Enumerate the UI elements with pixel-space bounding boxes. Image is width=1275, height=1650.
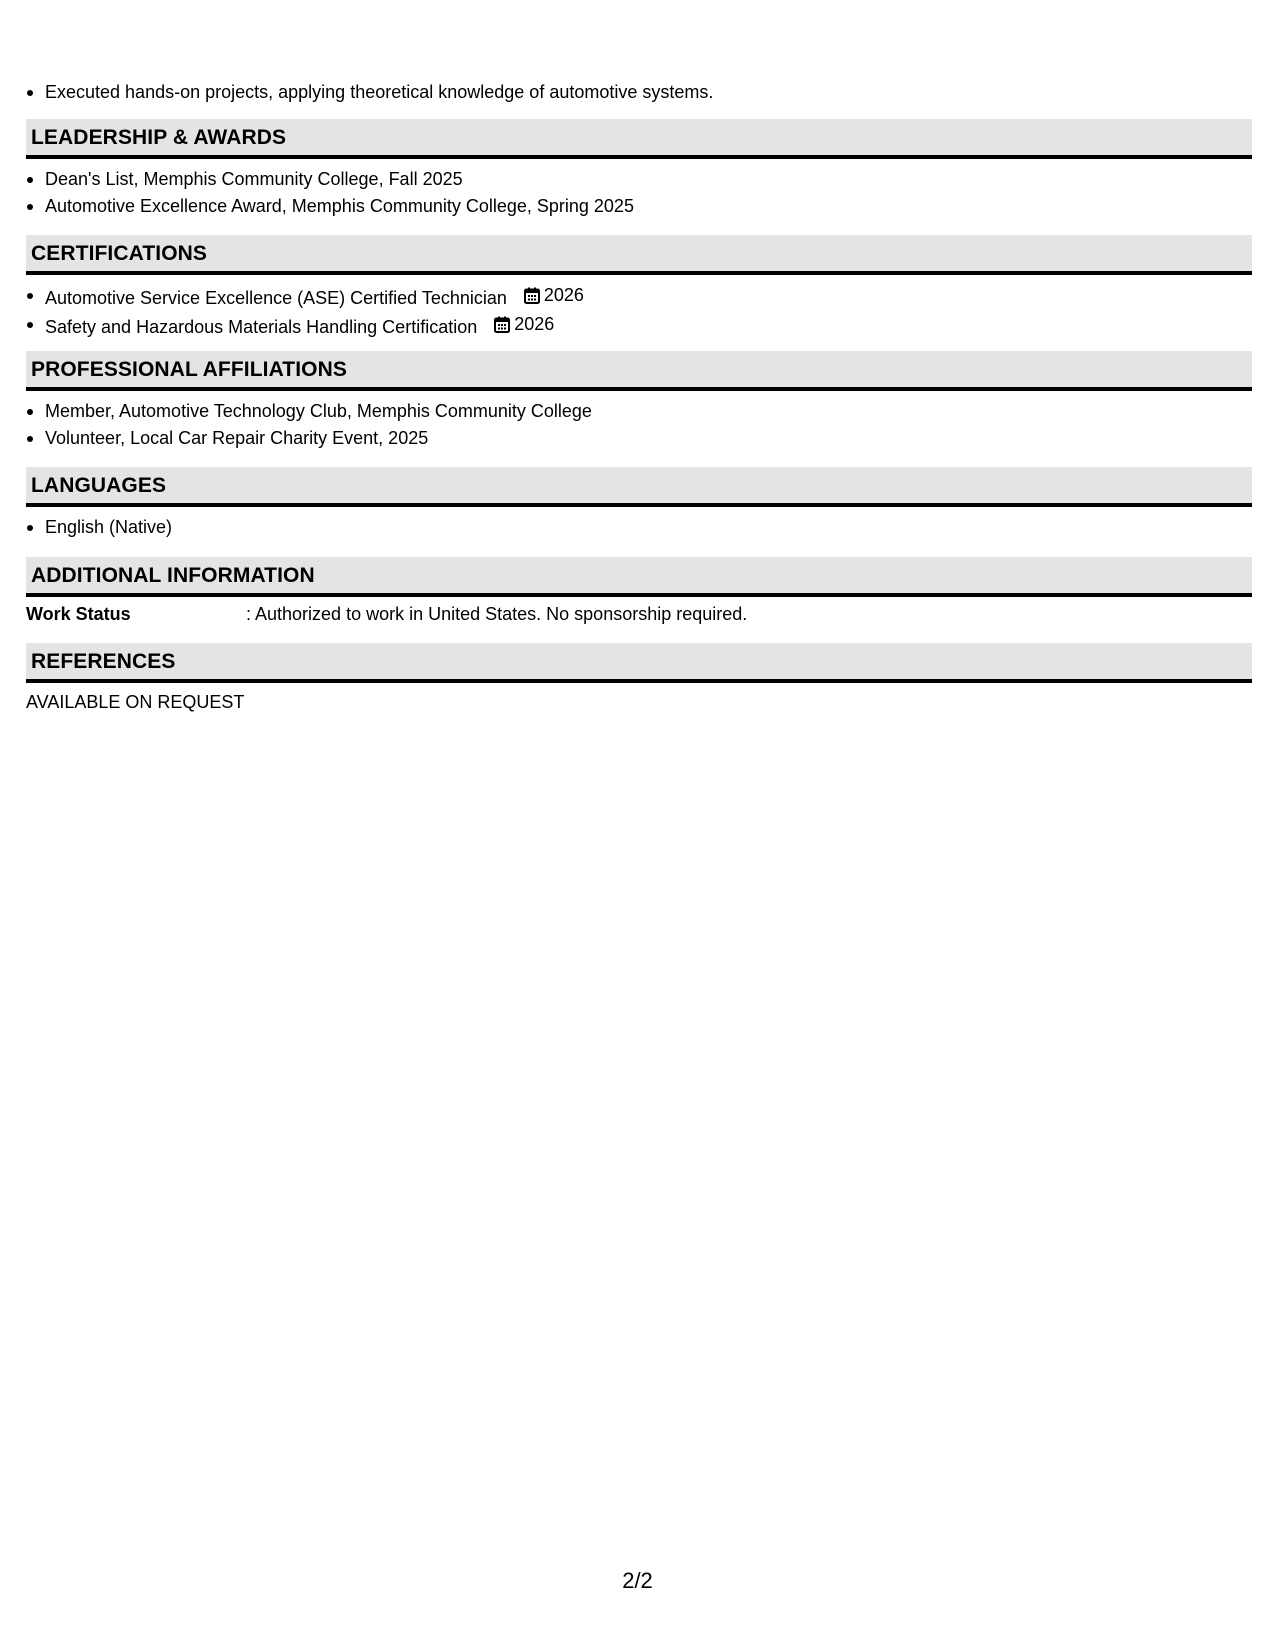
section-header [26,119,1252,159]
section-title: REFERENCES [31,650,176,673]
certifications-list [26,282,1252,341]
list-item: Automotive Excellence Award, Memphis Community College, Spring 2025 [26,193,1252,220]
calendar-icon [524,287,540,304]
languages-section [26,467,1252,541]
leadership-awards-section [26,119,1252,219]
work-status-label: Work Status [26,604,131,624]
additional-information-section [26,557,1252,627]
section-title: PROFESSIONAL AFFILIATIONS [31,358,347,381]
page-number: 2/2 [622,1568,653,1593]
section-title: CERTIFICATIONS [31,242,208,265]
section-title: ADDITIONAL INFORMATION [31,564,315,587]
list-item: Volunteer, Local Car Repair Charity Event, 2025 [26,425,1252,452]
references-section [26,643,1252,715]
certification-name: Safety and Hazardous Materials Handling Certification [45,317,478,337]
list-item: Member, Automotive Technology Club, Memphis Community College [26,398,1252,425]
calendar-icon [494,316,510,333]
affiliations-list [26,398,1252,451]
section-title: LANGUAGES [31,474,167,497]
references-text: AVAILABLE ON REQUEST [26,692,245,712]
certification-year: 2026 [514,314,555,335]
section-header [26,235,1252,275]
section-header [26,557,1252,597]
certification-item [26,311,1252,340]
work-status-value: : Authorized to work in United States. No sponsorship required. [246,604,748,624]
certification-name: Automotive Service Excellence (ASE) Certified Technician [45,287,507,308]
certifications-section [26,235,1252,341]
section-header [26,467,1252,507]
section-title: LEADERSHIP & AWARDS [31,126,287,149]
certification-date [494,311,554,338]
list-item: English (Native) [26,514,1252,541]
section-header [26,351,1252,391]
certification-item [26,282,1252,311]
list-item: Executed hands-on projects, applying theoretical knowledge of automotive systems. [26,79,1252,106]
section-header [26,643,1252,683]
list-item: Dean's List, Memphis Community College, Fall 2025 [26,166,1252,193]
professional-affiliations-section [26,351,1252,451]
certification-date [524,282,584,309]
experience-continued-list [26,79,1252,106]
leadership-awards-list [26,166,1252,219]
languages-list [26,514,1252,541]
certification-year: 2026 [543,285,584,305]
work-status-row [26,601,1252,627]
